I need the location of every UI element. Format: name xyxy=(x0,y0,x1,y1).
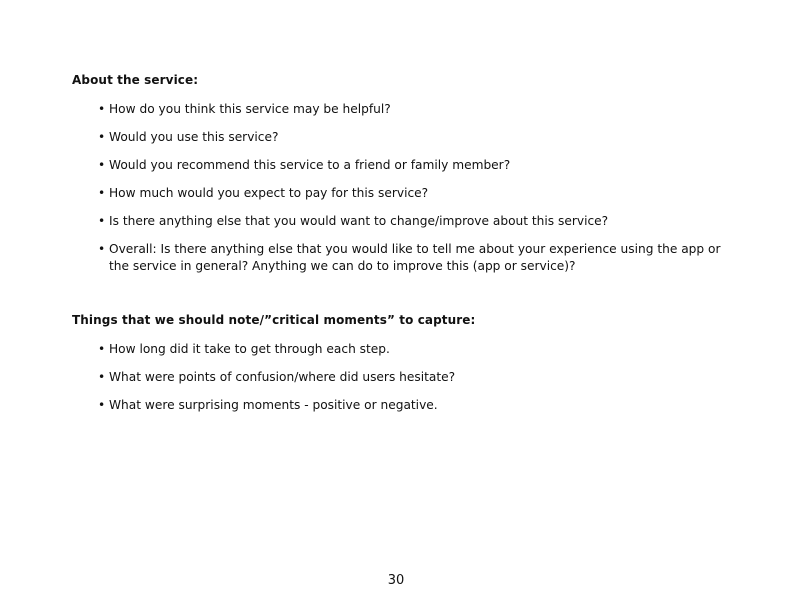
bullet-icon: • xyxy=(98,186,106,200)
list-item-text: Would you recommend this service to a friend or family member? xyxy=(109,158,511,172)
section-heading-critical-moments: Things that we should note/”critical moments” to capture: xyxy=(72,313,476,327)
bullet-icon: • xyxy=(98,398,106,412)
list-item-text: What were points of confusion/where did users hesitate? xyxy=(109,370,456,384)
bullet-icon: • xyxy=(98,214,106,228)
list-item xyxy=(98,241,728,275)
list-item xyxy=(98,129,728,146)
bullet-icon: • xyxy=(98,158,106,172)
list-item xyxy=(98,101,728,118)
page-number: 30 xyxy=(387,573,405,588)
list-item xyxy=(98,397,728,414)
list-item xyxy=(98,369,728,386)
list-item-text: What were surprising moments - positive or negative. xyxy=(109,398,438,412)
list-item-text: How much would you expect to pay for this service? xyxy=(109,186,429,200)
question-list-about-service xyxy=(98,101,728,286)
list-item-text: Is there anything else that you would want to change/improve about this service? xyxy=(109,214,609,228)
bullet-icon: • xyxy=(98,102,106,116)
bullet-icon: • xyxy=(98,242,106,256)
list-item xyxy=(98,157,728,174)
bullet-icon: • xyxy=(98,130,106,144)
list-item-text: How do you think this service may be helpful? xyxy=(109,102,391,116)
bullet-icon: • xyxy=(98,342,106,356)
list-item-text: How long did it take to get through each step. xyxy=(109,342,390,356)
list-item-text: Overall: Is there anything else that you would like to tell me about your experience using the app or the service in general? Anything we can do to improve this (app or service)? xyxy=(109,242,721,273)
bullet-icon: • xyxy=(98,370,106,384)
list-item-text: Would you use this service? xyxy=(109,130,279,144)
list-item xyxy=(98,341,728,358)
list-item xyxy=(98,213,728,230)
list-item xyxy=(98,185,728,202)
section-heading-about-service: About the service: xyxy=(72,73,199,87)
question-list-critical-moments xyxy=(98,341,728,425)
